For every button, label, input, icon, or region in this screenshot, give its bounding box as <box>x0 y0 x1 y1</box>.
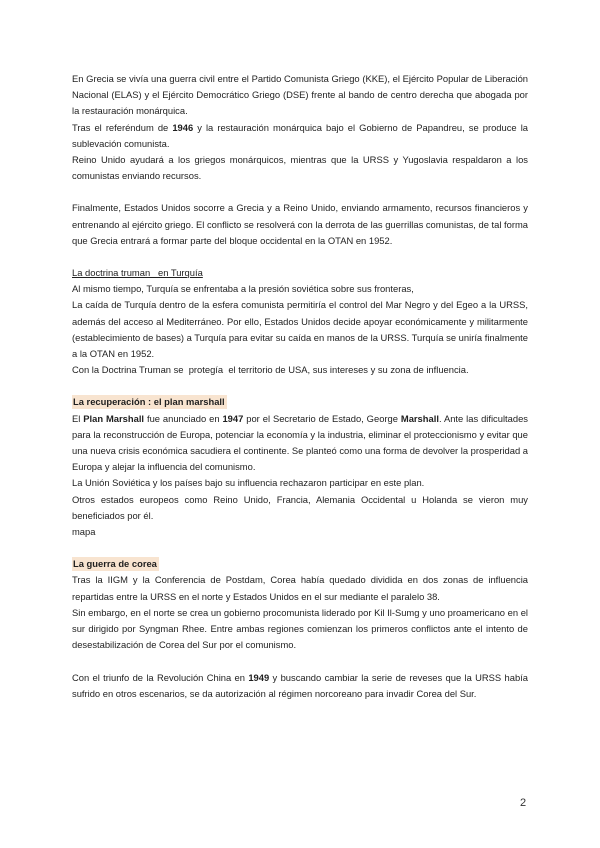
greece-p2-year: 1946 <box>172 121 194 133</box>
greece-paragraph-4: Finalmente, Estados Unidos socorre a Grecia y a Reino Unido, enviando armamento, recursos financieros y entrenando al ejército griego. El conflicto se resolverá con la derrota de las guerrillas comunistas, de tal forma que Grecia entrará a formar parte del bloque occidental en la OTAN en 1952. <box>72 202 528 246</box>
turkey-paragraph-3: Con la Doctrina Truman se protegía el territorio de USA, sus intereses y su zona de influencia. <box>72 364 469 376</box>
marshall-paragraph-1 <box>72 411 528 476</box>
korea-paragraph-3 <box>72 670 528 702</box>
marshall-title <box>72 394 528 410</box>
marshall-paragraph-2: La Unión Soviética y los países bajo su influencia rechazaron participar en este plan. <box>72 477 425 489</box>
korea-p3-b: y buscando cambiar la serie de reveses que la URSS había sufrido en otros escenarios, se da autorización al régimen norcoreano para invadir Corea del Sur. <box>72 671 528 699</box>
greece-paragraph-3: Reino Unido ayudará a los griegos monárquicos, mientras que la URSS y Yugoslavia respaldaron a los comunistas enviando recursos. <box>72 154 528 182</box>
korea-title <box>72 556 528 572</box>
greece-paragraph-1: En Grecia se vivía una guerra civil entre el Partido Comunista Griego (KKE), el Ejército Popular de Liberación Nacional (ELAS) y el Ejército Democrático Griego (DSE) frente al bando de centro derecha que abogada por la restauración monárquica. <box>72 73 528 117</box>
korea-p3-year: 1949 <box>248 671 270 683</box>
marshall-p1-b: fue anunciado en <box>144 412 223 424</box>
korea-p3-a: Con el triunfo de la Revolución China en <box>72 671 249 683</box>
marshall-p1-plan: Plan Marshall <box>83 412 145 424</box>
greece-paragraph-2 <box>72 120 528 152</box>
page-number: 2 <box>520 797 527 809</box>
marshall-p1-c: por el Secretario de Estado, George <box>243 412 401 424</box>
korea-paragraph-2: Sin embargo, en el norte se crea un gobierno procomunista liderado por Kil Il-Sumg y uno proamericano en el sur dirigido por Syngman Rhee. Entre ambas regiones comienzan los primeros conflictos ante el intento de desestabilización de Corea del Sur por el comunismo. <box>72 606 528 651</box>
greece-p2-end: y la restauración monárquica bajo el Gobierno de Papandreu, se produce la sublevación comunista. <box>72 121 528 149</box>
turkey-paragraph-1: Al mismo tiempo, Turquía se enfrentaba a la presión soviética sobre sus fronteras, <box>72 283 414 295</box>
marshall-paragraph-4: mapa <box>72 526 96 538</box>
greece-p2-start: Tras el referéndum de <box>72 121 173 133</box>
marshall-title-text: La recuperación : el plan marshall <box>73 396 225 408</box>
turkey-paragraph-2: La caída de Turquía dentro de la esfera comunista permitiría el control del Mar Negro y del Egeo a la URSS, además del acceso al Mediterráneo. Por ello, Estados Unidos decide apoyar económicamente y militarmente (establecimiento de bases) a Turquía para evitar su caída en manos de la URSS. Turquía se uniría finalmente a la OTAN en 1952. <box>72 299 528 360</box>
turkey-title-text: La doctrina truman en Turquía <box>72 267 203 279</box>
turkey-title <box>72 265 528 281</box>
marshall-p1-year: 1947 <box>222 412 244 424</box>
marshall-p1-a: El <box>72 412 84 424</box>
marshall-p1-name: Marshall <box>400 412 439 424</box>
korea-title-text: La guerra de corea <box>73 558 157 570</box>
marshall-paragraph-3: Otros estados europeos como Reino Unido, Francia, Alemania Occidental u Holanda se vieron muy beneficiados por él. <box>72 493 528 521</box>
document-page <box>72 71 528 702</box>
marshall-p1-d: . Ante las dificultades para la reconstrucción de Europa, potenciar la economía y la industria, eliminar el proteccionismo y evitar que una nueva crisis económica sacudiera el continente. Se planteó como una forma de devolver la prosperidad a Europa y alejar la influencia del comunismo. <box>72 412 529 473</box>
korea-paragraph-1: Tras la IIGM y la Conferencia de Postdam, Corea había quedado dividida en dos zonas de influencia repartidas entre la URSS en el norte y Estados Unidos en el sur mediante el paralelo 38. <box>72 574 528 602</box>
